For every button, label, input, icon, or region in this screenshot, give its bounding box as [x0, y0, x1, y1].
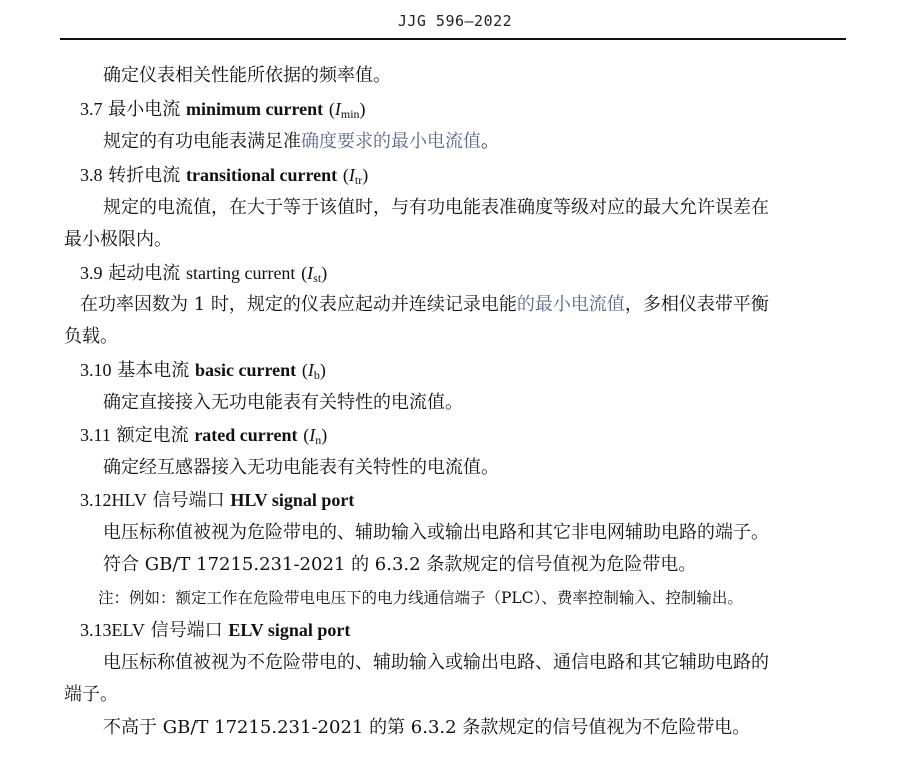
- definition-3-12-line-1: 电压标称值被视为危险带电的、辅助输入或输出电路和其它非电网辅助电路的端子。: [103, 522, 769, 543]
- term-symbol: $(I_n)$: [303, 425, 328, 447]
- definition-3-13-line-3: 不高于 GB/T 17215.231-2021 的第 6.3.2 条款规定的信号值视为不危险带电。: [103, 717, 751, 738]
- term-symbol: $(I_b)$: [301, 360, 326, 382]
- term-chinese: 信号端口: [150, 620, 223, 641]
- term-number: 3.9: [80, 263, 103, 283]
- term-number: 3.8: [80, 165, 103, 185]
- term-number: 3.7: [80, 99, 103, 119]
- term-chinese: 最小电流: [108, 99, 181, 120]
- term-english: starting current: [185, 263, 296, 283]
- term-symbol: $(I_{min})$: [328, 99, 366, 121]
- term-3-9: [80, 261, 327, 290]
- term-number: 3.11: [80, 425, 111, 445]
- definition-3-7: 规定的有功电能表满足准确度要求的最小电流值。: [103, 131, 499, 152]
- term-3-12: [80, 488, 354, 513]
- term-english: HLV signal port: [230, 490, 355, 510]
- term-english: ELV signal port: [228, 620, 351, 640]
- definition-3-8-line-1: 规定的电流值，在大于等于该值时，与有功电能表准确度等级对应的最大允许误差在: [103, 197, 769, 218]
- term-english: transitional current: [185, 165, 338, 185]
- definition-3-9-line-2: 负载。: [64, 326, 118, 347]
- definition-3-8-line-2: 最小极限内。: [64, 229, 172, 250]
- document-code-header: JJG 596—2022: [397, 12, 513, 30]
- term-3-7: [80, 97, 366, 126]
- definition-3-12-line-2: 符合 GB/T 17215.231-2021 的 6.3.2 条款规定的信号值视为危险带电。: [103, 554, 697, 575]
- term-english: basic current: [194, 360, 297, 380]
- highlighted-text: 确度要求的最小电流值: [301, 131, 481, 152]
- definition-3-13-line-1: 电压标称值被视为不危险带电的、辅助输入或输出电路、通信电路和其它辅助电路的: [103, 652, 769, 673]
- term-english: rated current: [194, 425, 298, 445]
- term-chinese: 基本电流: [117, 360, 190, 381]
- term-number: 3.12HLV: [80, 490, 147, 510]
- term-symbol: $(I_{tr})$: [342, 165, 369, 187]
- note-3-12: 注：例如：额定工作在危险带电电压下的电力线通信端子（PLC）、费率控制输入、控制输出。: [98, 589, 743, 607]
- term-symbol: $(I_{st})$: [301, 263, 328, 285]
- term-english: minimum current: [185, 99, 324, 119]
- term-3-8: [80, 163, 368, 192]
- header-rule: [60, 38, 846, 40]
- definition-3-6: 确定仪表相关性能所依据的频率值。: [103, 65, 391, 86]
- term-chinese: 额定电流: [116, 425, 189, 446]
- term-chinese: 起动电流: [108, 263, 181, 284]
- term-3-13: [80, 618, 350, 643]
- highlighted-text: 的最小电流值: [516, 294, 625, 315]
- term-3-10: [80, 358, 326, 387]
- term-chinese: 转折电流: [108, 165, 181, 186]
- term-number: 3.10: [80, 360, 112, 380]
- term-3-11: [80, 423, 327, 452]
- definition-3-10: 确定直接接入无功电能表有关特性的电流值。: [103, 392, 463, 413]
- term-number: 3.13ELV: [80, 620, 145, 640]
- term-chinese: 信号端口: [152, 490, 225, 511]
- definition-3-13-line-2: 端子。: [64, 684, 118, 705]
- definition-3-9-line-1: 在功率因数为 1 时，规定的仪表应起动并连续记录电能的最小电流值，多相仪表带平衡: [80, 294, 769, 315]
- definition-3-11: 确定经互感器接入无功电能表有关特性的电流值。: [103, 457, 499, 478]
